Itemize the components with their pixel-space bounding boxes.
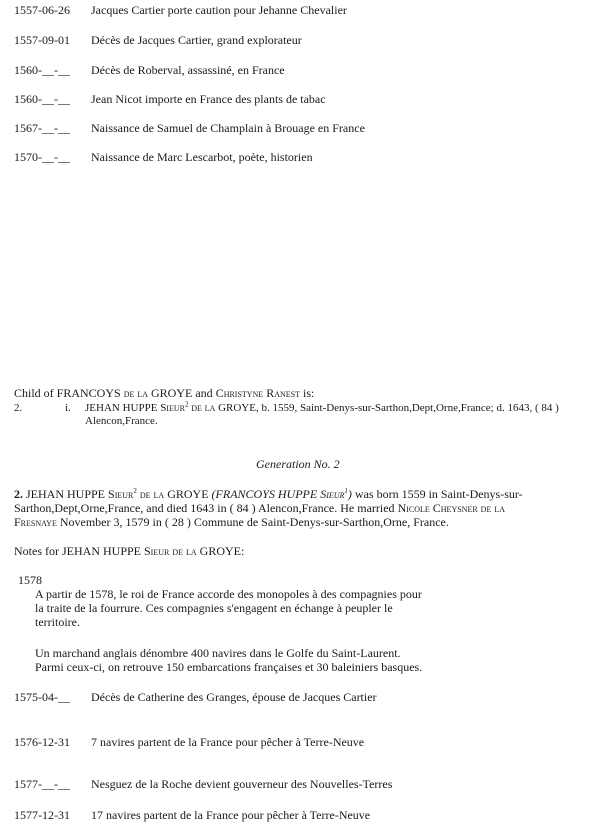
person-sup: 2 xyxy=(133,487,137,495)
person-entry-line2 xyxy=(14,501,505,515)
timeline-date: 1567-__-__ xyxy=(14,121,70,135)
timeline-event: Décès de Roberval, assassiné, en France xyxy=(91,63,285,77)
notes-heading xyxy=(14,544,244,558)
child-roman: i. xyxy=(65,402,71,414)
timeline-date: 1560-__-__ xyxy=(14,92,70,106)
timeline-date: 1557-06-26 xyxy=(14,3,70,17)
person-spouse-fresnaye: Fresnaye xyxy=(14,515,57,529)
person-entry-line3 xyxy=(14,515,449,529)
timeline-date: 1577-__-__ xyxy=(14,777,70,791)
timeline-date: 1575-04-__ xyxy=(14,690,70,704)
person-parent: (FRANCOYS HUPPE xyxy=(211,487,318,501)
generation-heading: Generation No. 2 xyxy=(256,457,340,471)
child-entry xyxy=(85,401,559,415)
notes-heading-groye: GROYE: xyxy=(199,544,245,558)
notes-year: 1578 xyxy=(18,573,42,587)
notes-paragraph-line: A partir de 1578, le roi de France accorde des monopoles à des compagnies pour xyxy=(35,587,422,601)
child-header-dela: de la xyxy=(123,386,149,400)
timeline-event: Naissance de Marc Lescarbot, poète, historien xyxy=(91,150,313,164)
person-entry-line1 xyxy=(14,487,523,501)
child-name: JEHAN HUPPE xyxy=(85,402,158,414)
person-parent-close: ) xyxy=(347,487,352,501)
person-dela: de la xyxy=(139,487,165,501)
person-spouse: Nicole Cheysner de la xyxy=(397,501,506,515)
notes-heading-name: Notes for JEHAN HUPPE xyxy=(14,544,141,558)
timeline-event: Décès de Catherine des Granges, épouse de Jacques Cartier xyxy=(91,690,377,704)
child-header-is: is: xyxy=(303,386,315,400)
person-groye: GROYE xyxy=(167,487,209,501)
timeline-event: 7 navires partent de la France pour pêcher à Terre-Neuve xyxy=(91,735,365,749)
person-sieur: Sieur xyxy=(108,487,134,501)
timeline-date: 1570-__-__ xyxy=(14,150,70,164)
child-header-groye: GROYE and xyxy=(151,386,213,400)
person-number: 2. xyxy=(14,487,23,501)
child-sup: 2 xyxy=(184,400,189,409)
timeline-event: Nesguez de la Roche devient gouverneur des Nouvelles-Terres xyxy=(91,777,393,791)
timeline-event: Jean Nicot importe en France des plants de tabac xyxy=(91,92,326,106)
person-death-marriage: Sarthon,Dept,Orne,France, and died 1643 in ( 84 ) Alencon,France. He married xyxy=(14,501,395,515)
timeline-event: 17 navires partent de la France pour pêcher à Terre-Neuve xyxy=(91,808,371,822)
timeline-event: Jacques Cartier porte caution pour Jehanne Chevalier xyxy=(91,3,347,17)
notes-paragraph-line: Parmi ceux-ci, on retrouve 150 embarcations françaises et 30 baleiniers basques. xyxy=(35,660,423,674)
child-sieur: Sieur xyxy=(160,402,185,414)
timeline-date: 1576-12-31 xyxy=(14,735,70,749)
child-header xyxy=(14,386,314,400)
person-parent-sieur: Sieur xyxy=(320,487,345,501)
child-header-christyne: Christyne xyxy=(215,386,264,400)
person-parent-sup: 1 xyxy=(344,487,348,495)
child-header-ranest: Ranest xyxy=(266,386,301,400)
child-entry-line2: Alencon,France. xyxy=(85,415,158,427)
timeline-date: 1577-12-31 xyxy=(14,808,70,822)
notes-heading-sieur: Sieur de la xyxy=(144,544,197,558)
notes-paragraph-line: la traite de la fourrure. Ces compagnies s'engagent en échange à peupler le xyxy=(35,601,393,615)
child-header-prefix: Child of FRANCOYS xyxy=(14,386,121,400)
child-dela: de la xyxy=(191,402,216,414)
notes-paragraph-line: Un marchand anglais dénombre 400 navires dans le Golfe du Saint-Laurent. xyxy=(35,646,401,660)
timeline-date: 1560-__-__ xyxy=(14,63,70,77)
notes-paragraph-line: territoire. xyxy=(35,615,80,629)
timeline-event: Naissance de Samuel de Champlain à Brouage en France xyxy=(91,121,365,135)
person-name: JEHAN HUPPE xyxy=(26,487,106,501)
timeline-date: 1557-09-01 xyxy=(14,33,70,47)
child-number: 2. xyxy=(14,402,23,414)
person-born: was born 1559 in Saint-Denys-sur- xyxy=(354,487,523,501)
person-marriage-details: November 3, 1579 in ( 28 ) Commune de Saint-Denys-sur-Sarthon,Orne, France. xyxy=(59,515,449,529)
timeline-event: Décès de Jacques Cartier, grand explorateur xyxy=(91,33,302,47)
child-details: GROYE, b. 1559, Saint-Denys-sur-Sarthon,Dept,Orne,France; d. 1643, ( 84 ) xyxy=(218,402,559,414)
